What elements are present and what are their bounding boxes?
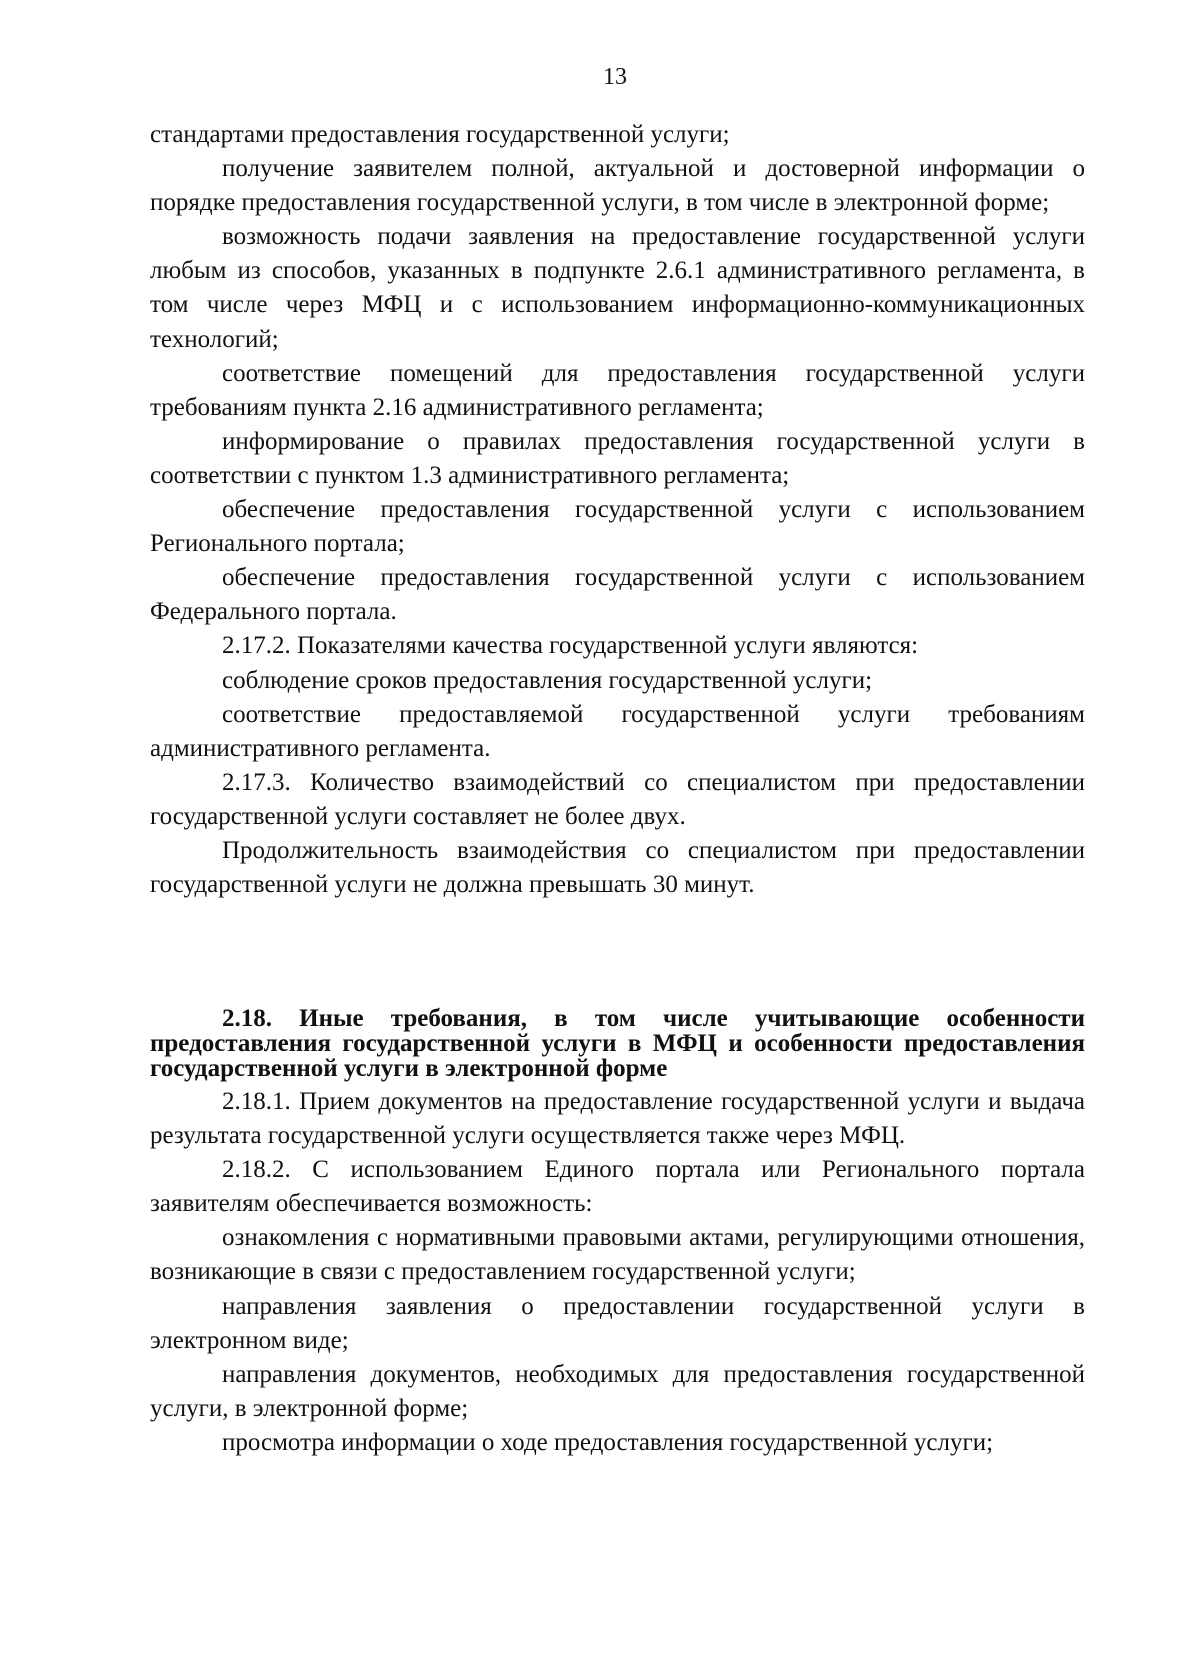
paragraph: получение заявителем полной, актуальной и достоверной информации о порядке предоставления государственной услуги, в том числе в электронной форме; (150, 155, 1085, 217)
page-number: 13 (603, 64, 627, 90)
paragraph: Продолжительность взаимодействия со специалистом при предоставлении государственной услуги не должна превышать 30 минут. (150, 836, 1085, 899)
paragraph: информирование о правилах предоставления государственной услуги в соответствии с пунктом 1.3 административного регламента; (150, 427, 1085, 489)
text-block-2-18 (150, 1085, 1085, 1460)
paragraph: обеспечение предоставления государственной услуги с использованием Федерального портала. (150, 564, 1085, 626)
paragraph: 2.17.2. Показателями качества государственной услуги являются: (222, 632, 919, 660)
paragraph: 2.18.2. С использованием Единого портала или Регионального портала заявителям обеспечивается возможность: (150, 1156, 1085, 1218)
paragraph: направления документов, необходимых для предоставления государственной услуги, в электронной форме; (150, 1360, 1085, 1422)
paragraph: возможность подачи заявления на предоставление государственной услуги любым из способов, указанных в подпункте 2.6.1 административного регламента, в том числе через МФЦ и с использованием информационно-коммуникационных технологий; (150, 223, 1085, 353)
paragraph: соответствие предоставляемой государственной услуги требованиям административного регламента. (150, 700, 1085, 762)
paragraph: 2.17.3. Количество взаимодействий со специалистом при предоставлении государственной услуги составляет не более двух. (150, 768, 1085, 830)
paragraph: соблюдение сроков предоставления государственной услуги; (222, 666, 873, 694)
heading-text: 2.18. Иные требования, в том числе учитывающие особенности предоставления государственной услуги в МФЦ и особенности предоставления государственной услуги в электронной форме (150, 1005, 1085, 1082)
paragraph: стандартами предоставления государственной услуги; (150, 121, 730, 148)
text-block-2-17 (150, 118, 1085, 902)
paragraph: соответствие помещений для предоставления государственной услуги требованиям пункта 2.16 административного регламента; (150, 359, 1085, 421)
section-heading-2-18 (150, 1006, 1085, 1081)
paragraph: обеспечение предоставления государственной услуги с использованием Регионального портала; (150, 496, 1085, 558)
paragraph: просмотра информации о ходе предоставления государственной услуги; (222, 1428, 994, 1456)
paragraph: направления заявления о предоставлении государственной услуги в электронном виде; (150, 1292, 1085, 1354)
paragraph: 2.18.1. Прием документов на предоставление государственной услуги и выдача результата государственной услуги осуществляется также через МФЦ. (150, 1088, 1085, 1150)
paragraph: ознакомления с нормативными правовыми актами, регулирующими отношения, возникающие в связи с предоставлением государственной услуги; (150, 1224, 1085, 1286)
